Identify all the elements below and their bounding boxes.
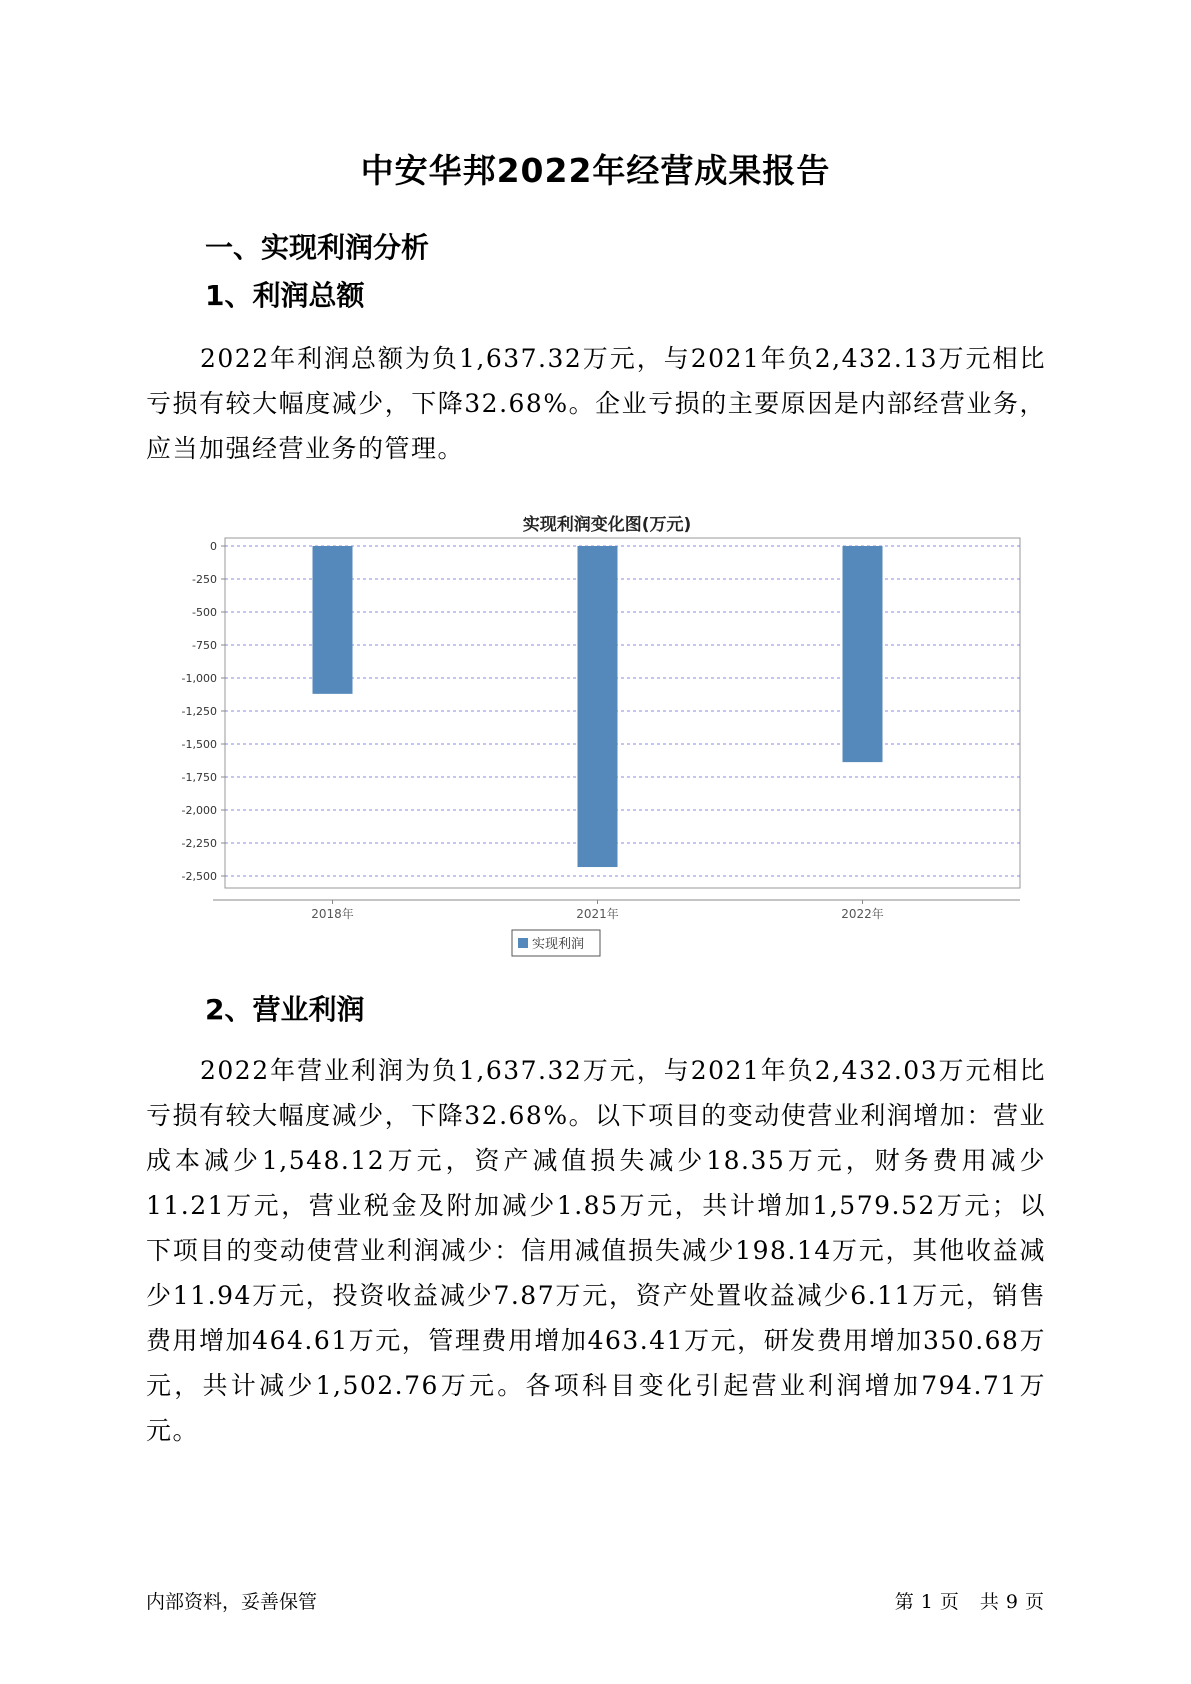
x-tick-label: 2022年 (841, 907, 884, 921)
page-total: 9 (1005, 1591, 1019, 1613)
y-tick-label: -2,500 (181, 870, 217, 883)
bar-2018年 (313, 546, 353, 694)
legend-label: 实现利润 (532, 937, 585, 952)
page-current: 1 (920, 1591, 934, 1613)
bar-2022年 (843, 546, 883, 762)
subsection-heading-operating-profit: 2、营业利润 (205, 993, 365, 1026)
y-tick-label: -1,000 (181, 672, 217, 685)
subsection-heading-total-profit: 1、利润总额 (205, 279, 365, 312)
report-title: 中安华邦2022年经营成果报告 (360, 151, 831, 190)
page-prefix: 第 (894, 1591, 915, 1613)
operating-profit-paragraph: 2022年营业利润为负1,637.32万元，与2021年负2,432.03万元相比亏损有较大幅度减少，下降32.68%。以下项目的变动使营业利润增加：营业成本减少1,548.12万元，资产减值损失减少18.35万元，财务费用减少11.21万元，营业税金及附加减少1.85万元，共计增加1,579.52万元；以下项目的变动使营业利润减少：信用减值损失减少198.14万元，其他收益减少11.94万元，投资收益减少7.87万元，资产处置收益减少6.11万元，销售费用增加464.61万元，管理费用增加463.41万元，研发费用增加350.68万元，共计减少1,502.76万元。各项科目变化引起营业利润增加794.71万元。 (146, 1056, 1046, 1445)
y-tick-label: -1,250 (181, 705, 217, 718)
y-tick-label: -250 (192, 573, 217, 586)
x-tick-label: 2021年 (576, 907, 619, 921)
y-tick-label: -2,000 (181, 804, 217, 817)
y-tick-label: -1,500 (181, 738, 217, 751)
y-tick-label: -500 (192, 606, 217, 619)
bar-2021年 (578, 546, 618, 867)
y-tick-label: -750 (192, 639, 217, 652)
total-profit-paragraph: 2022年利润总额为负1,637.32万元，与2021年负2,432.13万元相比亏损有较大幅度减少，下降32.68%。企业亏损的主要原因是内部经营业务，应当加强经营业务的管理。 (146, 344, 1046, 463)
profit-change-chart (160, 500, 1030, 960)
y-tick-label: -1,750 (181, 771, 217, 784)
chart-title: 实现利润变化图(万元) (522, 515, 692, 535)
page-suffix: 页 (1024, 1591, 1045, 1613)
y-tick-label: -2,250 (181, 837, 217, 850)
page-number (895, 1587, 1045, 1614)
y-tick-label: 0 (210, 540, 217, 553)
profit-bar-chart-svg (160, 500, 1030, 960)
confidential-note: 内部资料，妥善保管 (146, 1591, 318, 1613)
page-mid: 页 共 (939, 1591, 1000, 1613)
section-heading-profit-analysis: 一、实现利润分析 (205, 231, 430, 264)
legend-swatch (518, 938, 528, 948)
x-tick-label: 2018年 (311, 907, 354, 921)
